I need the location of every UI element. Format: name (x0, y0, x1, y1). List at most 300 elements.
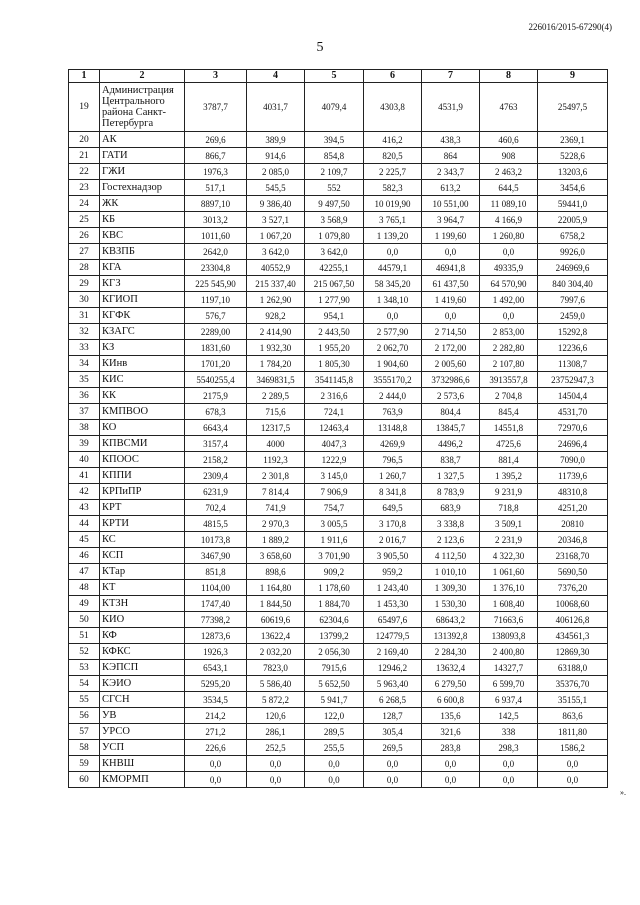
value-cell: 2459,0 (538, 308, 608, 324)
column-header: 3 (185, 70, 247, 83)
value-cell: 2175,9 (185, 388, 247, 404)
table-row (69, 404, 608, 420)
value-cell: 5 872,2 (247, 692, 305, 708)
value-cell: 838,7 (422, 452, 480, 468)
value-cell: 1 348,10 (364, 292, 422, 308)
row-number-cell: 20 (69, 132, 100, 148)
value-cell: 1 805,30 (305, 356, 364, 372)
value-cell: 2 169,40 (364, 644, 422, 660)
table-row (69, 324, 608, 340)
value-cell: 820,5 (364, 148, 422, 164)
agency-name-cell: УВ (100, 708, 185, 724)
value-cell: 12869,30 (538, 644, 608, 660)
table-row (69, 468, 608, 484)
row-number-cell: 37 (69, 404, 100, 420)
value-cell: 12873,6 (185, 628, 247, 644)
value-cell: 434561,3 (538, 628, 608, 644)
value-cell: 2 005,60 (422, 356, 480, 372)
value-cell: 0,0 (422, 772, 480, 788)
value-cell: 7090,0 (538, 452, 608, 468)
agency-name-cell: КМПВОО (100, 404, 185, 420)
table-row (69, 692, 608, 708)
row-number-cell: 56 (69, 708, 100, 724)
value-cell: 305,4 (364, 724, 422, 740)
agency-name-cell: КМОРМП (100, 772, 185, 788)
table-row (69, 388, 608, 404)
value-cell: 13622,4 (247, 628, 305, 644)
value-cell: 1 395,2 (480, 468, 538, 484)
value-cell: 11 089,10 (480, 196, 538, 212)
value-cell: 2 225,7 (364, 164, 422, 180)
value-cell: 4269,9 (364, 436, 422, 452)
value-cell: 864 (422, 148, 480, 164)
agency-name-cell: ЖК (100, 196, 185, 212)
value-cell: 2 414,90 (247, 324, 305, 340)
value-cell: 42255,1 (305, 260, 364, 276)
value-cell: 7376,20 (538, 580, 608, 596)
row-number-cell: 30 (69, 292, 100, 308)
value-cell: 14551,8 (480, 420, 538, 436)
row-number-cell: 35 (69, 372, 100, 388)
row-number-cell: 59 (69, 756, 100, 772)
value-cell: 438,3 (422, 132, 480, 148)
value-cell: 1 309,30 (422, 580, 480, 596)
value-cell: 8 341,8 (364, 484, 422, 500)
table-row (69, 276, 608, 292)
row-number-cell: 51 (69, 628, 100, 644)
table-row (69, 724, 608, 740)
row-number-cell: 50 (69, 612, 100, 628)
agency-name-cell: КТар (100, 564, 185, 580)
row-number-cell: 60 (69, 772, 100, 788)
agency-name-cell: КЗАГС (100, 324, 185, 340)
value-cell: 25497,5 (538, 83, 608, 132)
value-cell: 5228,6 (538, 148, 608, 164)
value-cell: 3013,2 (185, 212, 247, 228)
value-cell: 3 905,50 (364, 548, 422, 564)
value-cell: 131392,8 (422, 628, 480, 644)
value-cell: 61 437,50 (422, 276, 480, 292)
value-cell: 4000 (247, 436, 305, 452)
agency-name-cell: КРПиПР (100, 484, 185, 500)
value-cell: 3469831,5 (247, 372, 305, 388)
value-cell: 44579,1 (364, 260, 422, 276)
value-cell: 3157,4 (185, 436, 247, 452)
value-cell: 2 577,90 (364, 324, 422, 340)
value-cell: 741,9 (247, 500, 305, 516)
table-row (69, 500, 608, 516)
value-cell: 23304,8 (185, 260, 247, 276)
agency-name-cell: АК (100, 132, 185, 148)
page-number: 5 (316, 40, 324, 55)
value-cell: 128,7 (364, 708, 422, 724)
table-row (69, 708, 608, 724)
row-number-cell: 22 (69, 164, 100, 180)
value-cell: 10 019,90 (364, 196, 422, 212)
value-cell: 6758,2 (538, 228, 608, 244)
agency-name-cell: КТЗН (100, 596, 185, 612)
value-cell: 1 889,2 (247, 532, 305, 548)
value-cell: 804,4 (422, 404, 480, 420)
value-cell: 12946,2 (364, 660, 422, 676)
value-cell: 9 497,50 (305, 196, 364, 212)
value-cell: 2 062,70 (364, 340, 422, 356)
agency-name-cell: КВС (100, 228, 185, 244)
value-cell: 225 545,90 (185, 276, 247, 292)
value-cell: 754,7 (305, 500, 364, 516)
value-cell: 4815,5 (185, 516, 247, 532)
agency-name-cell: КПВСМИ (100, 436, 185, 452)
row-number-cell: 42 (69, 484, 100, 500)
value-cell: 9 231,9 (480, 484, 538, 500)
row-number-cell: 44 (69, 516, 100, 532)
value-cell: 2 714,50 (422, 324, 480, 340)
value-cell: 0,0 (422, 244, 480, 260)
agency-name-cell: КРТ (100, 500, 185, 516)
value-cell: 3 964,7 (422, 212, 480, 228)
value-cell: 1 784,20 (247, 356, 305, 372)
column-header: 9 (538, 70, 608, 83)
value-cell: 1 199,60 (422, 228, 480, 244)
value-cell: 613,2 (422, 180, 480, 196)
value-cell: 35155,1 (538, 692, 608, 708)
agency-name-cell: КЭИО (100, 676, 185, 692)
row-number-cell: 45 (69, 532, 100, 548)
value-cell: 13845,7 (422, 420, 480, 436)
value-cell: 1747,40 (185, 596, 247, 612)
value-cell: 0,0 (480, 244, 538, 260)
table-row (69, 516, 608, 532)
value-cell: 10068,60 (538, 596, 608, 612)
value-cell: 2369,1 (538, 132, 608, 148)
value-cell: 5 941,7 (305, 692, 364, 708)
value-cell: 4763 (480, 83, 538, 132)
table-row (69, 548, 608, 564)
value-cell: 2 085,0 (247, 164, 305, 180)
value-cell: 1 492,00 (480, 292, 538, 308)
value-cell: 338 (480, 724, 538, 740)
table-row (69, 596, 608, 612)
value-cell: 649,5 (364, 500, 422, 516)
value-cell: 8897,10 (185, 196, 247, 212)
value-cell: 1 376,10 (480, 580, 538, 596)
value-cell: 10 551,00 (422, 196, 480, 212)
value-cell: 2 231,9 (480, 532, 538, 548)
closing-quote-mark: ». (620, 788, 626, 797)
value-cell: 3 658,60 (247, 548, 305, 564)
table-row (69, 356, 608, 372)
value-cell: 1 079,80 (305, 228, 364, 244)
value-cell: 13632,4 (422, 660, 480, 676)
column-header: 4 (247, 70, 305, 83)
value-cell: 1192,3 (247, 452, 305, 468)
value-cell: 11739,6 (538, 468, 608, 484)
value-cell: 576,7 (185, 308, 247, 324)
agency-name-cell: Гостехнадзор (100, 180, 185, 196)
value-cell: 49335,9 (480, 260, 538, 276)
value-cell: 1 608,40 (480, 596, 538, 612)
agency-name-cell: КИО (100, 612, 185, 628)
value-cell: 3 568,9 (305, 212, 364, 228)
value-cell: 14504,4 (538, 388, 608, 404)
row-number-cell: 32 (69, 324, 100, 340)
value-cell: 60619,6 (247, 612, 305, 628)
value-cell: 6 600,8 (422, 692, 480, 708)
value-cell: 283,8 (422, 740, 480, 756)
table-row (69, 212, 608, 228)
value-cell: 3787,7 (185, 83, 247, 132)
value-cell: 2 316,6 (305, 388, 364, 404)
value-cell: 2 123,6 (422, 532, 480, 548)
value-cell: 1 178,60 (305, 580, 364, 596)
value-cell: 517,1 (185, 180, 247, 196)
value-cell: 1 904,60 (364, 356, 422, 372)
value-cell: 255,5 (305, 740, 364, 756)
value-cell: 3 642,0 (247, 244, 305, 260)
value-cell: 24696,4 (538, 436, 608, 452)
agency-name-cell: ГАТИ (100, 148, 185, 164)
row-number-cell: 46 (69, 548, 100, 564)
value-cell: 1 955,20 (305, 340, 364, 356)
value-cell: 1 530,30 (422, 596, 480, 612)
value-cell: 215 337,40 (247, 276, 305, 292)
value-cell: 65497,6 (364, 612, 422, 628)
value-cell: 6 279,50 (422, 676, 480, 692)
value-cell: 1 327,5 (422, 468, 480, 484)
value-cell: 1 260,7 (364, 468, 422, 484)
table-header-row (69, 70, 608, 83)
value-cell: 13203,6 (538, 164, 608, 180)
row-number-cell: 40 (69, 452, 100, 468)
value-cell: 1926,3 (185, 644, 247, 660)
table-row (69, 772, 608, 788)
value-cell: 5295,20 (185, 676, 247, 692)
table-row (69, 660, 608, 676)
value-cell: 2 109,7 (305, 164, 364, 180)
value-cell: 0,0 (480, 756, 538, 772)
value-cell: 20810 (538, 516, 608, 532)
value-cell: 908 (480, 148, 538, 164)
column-header: 1 (69, 70, 100, 83)
value-cell: 1 932,30 (247, 340, 305, 356)
value-cell: 23752947,3 (538, 372, 608, 388)
table-row (69, 340, 608, 356)
table-row (69, 628, 608, 644)
agency-name-cell: КО (100, 420, 185, 436)
row-number-cell: 19 (69, 83, 100, 132)
row-number-cell: 52 (69, 644, 100, 660)
agency-name-cell: ГЖИ (100, 164, 185, 180)
value-cell: 46941,8 (422, 260, 480, 276)
value-cell: 3 005,5 (305, 516, 364, 532)
agency-name-cell: КРТИ (100, 516, 185, 532)
value-cell: 8 783,9 (422, 484, 480, 500)
row-number-cell: 26 (69, 228, 100, 244)
value-cell: 4725,6 (480, 436, 538, 452)
value-cell: 252,5 (247, 740, 305, 756)
value-cell: 1586,2 (538, 740, 608, 756)
value-cell: 23168,70 (538, 548, 608, 564)
value-cell: 851,8 (185, 564, 247, 580)
value-cell: 12236,6 (538, 340, 608, 356)
value-cell: 3 642,0 (305, 244, 364, 260)
budget-table (68, 69, 608, 788)
agency-name-cell: УРСО (100, 724, 185, 740)
value-cell: 0,0 (247, 772, 305, 788)
agency-name-cell: Администрация Центрального района Санкт-Петербурга (100, 83, 185, 132)
value-cell: 4251,20 (538, 500, 608, 516)
value-cell: 959,2 (364, 564, 422, 580)
value-cell: 2 016,7 (364, 532, 422, 548)
agency-name-cell: КППИ (100, 468, 185, 484)
value-cell: 4531,70 (538, 404, 608, 420)
value-cell: 3 338,8 (422, 516, 480, 532)
value-cell: 406126,8 (538, 612, 608, 628)
value-cell: 3 701,90 (305, 548, 364, 564)
value-cell: 7915,6 (305, 660, 364, 676)
value-cell: 4031,7 (247, 83, 305, 132)
value-cell: 12463,4 (305, 420, 364, 436)
value-cell: 6 599,70 (480, 676, 538, 692)
row-number-cell: 33 (69, 340, 100, 356)
value-cell: 120,6 (247, 708, 305, 724)
value-cell: 10173,8 (185, 532, 247, 548)
value-cell: 1 453,30 (364, 596, 422, 612)
value-cell: 0,0 (364, 308, 422, 324)
table-row (69, 644, 608, 660)
agency-name-cell: КИнв (100, 356, 185, 372)
value-cell: 3 509,1 (480, 516, 538, 532)
table-row (69, 436, 608, 452)
value-cell: 3 145,0 (305, 468, 364, 484)
value-cell: 928,2 (247, 308, 305, 324)
value-cell: 63188,0 (538, 660, 608, 676)
table-row (69, 148, 608, 164)
value-cell: 77398,2 (185, 612, 247, 628)
row-number-cell: 38 (69, 420, 100, 436)
row-number-cell: 24 (69, 196, 100, 212)
value-cell: 724,1 (305, 404, 364, 420)
value-cell: 6231,9 (185, 484, 247, 500)
value-cell: 3534,5 (185, 692, 247, 708)
value-cell: 13148,8 (364, 420, 422, 436)
value-cell: 0,0 (538, 772, 608, 788)
value-cell: 1811,80 (538, 724, 608, 740)
value-cell: 718,8 (480, 500, 538, 516)
value-cell: 1 844,50 (247, 596, 305, 612)
value-cell: 644,5 (480, 180, 538, 196)
table-row (69, 372, 608, 388)
value-cell: 3732986,6 (422, 372, 480, 388)
value-cell: 954,1 (305, 308, 364, 324)
value-cell: 0,0 (185, 756, 247, 772)
value-cell: 1 061,60 (480, 564, 538, 580)
value-cell: 854,8 (305, 148, 364, 164)
value-cell: 135,6 (422, 708, 480, 724)
row-number-cell: 58 (69, 740, 100, 756)
value-cell: 4303,8 (364, 83, 422, 132)
value-cell: 1 419,60 (422, 292, 480, 308)
agency-name-cell: КБ (100, 212, 185, 228)
document-number: 226016/2015-67290(4) (528, 22, 612, 32)
table-row (69, 484, 608, 500)
value-cell: 5 652,50 (305, 676, 364, 692)
value-cell: 2 343,7 (422, 164, 480, 180)
value-cell: 4 112,50 (422, 548, 480, 564)
value-cell: 1104,00 (185, 580, 247, 596)
value-cell: 64 570,90 (480, 276, 538, 292)
row-number-cell: 57 (69, 724, 100, 740)
value-cell: 1831,60 (185, 340, 247, 356)
value-cell: 0,0 (422, 756, 480, 772)
value-cell: 286,1 (247, 724, 305, 740)
value-cell: 1011,60 (185, 228, 247, 244)
value-cell: 0,0 (364, 772, 422, 788)
value-cell: 298,3 (480, 740, 538, 756)
agency-name-cell: КС (100, 532, 185, 548)
value-cell: 269,6 (185, 132, 247, 148)
agency-name-cell: КФКС (100, 644, 185, 660)
row-number-cell: 47 (69, 564, 100, 580)
value-cell: 7 906,9 (305, 484, 364, 500)
value-cell: 881,4 (480, 452, 538, 468)
agency-name-cell: КПООС (100, 452, 185, 468)
table-row (69, 740, 608, 756)
value-cell: 5 586,40 (247, 676, 305, 692)
value-cell: 59441,0 (538, 196, 608, 212)
value-cell: 0,0 (480, 772, 538, 788)
value-cell: 3 765,1 (364, 212, 422, 228)
value-cell: 6543,1 (185, 660, 247, 676)
value-cell: 394,5 (305, 132, 364, 148)
value-cell: 321,6 (422, 724, 480, 740)
value-cell: 124779,5 (364, 628, 422, 644)
value-cell: 2309,4 (185, 468, 247, 484)
value-cell: 796,5 (364, 452, 422, 468)
row-number-cell: 39 (69, 436, 100, 452)
value-cell: 3555170,2 (364, 372, 422, 388)
value-cell: 1 067,20 (247, 228, 305, 244)
value-cell: 138093,8 (480, 628, 538, 644)
table-row (69, 564, 608, 580)
value-cell: 1701,20 (185, 356, 247, 372)
value-cell: 1 277,90 (305, 292, 364, 308)
value-cell: 552 (305, 180, 364, 196)
value-cell: 0,0 (480, 308, 538, 324)
value-cell: 1197,10 (185, 292, 247, 308)
value-cell: 0,0 (422, 308, 480, 324)
value-cell: 58 345,20 (364, 276, 422, 292)
value-cell: 840 304,40 (538, 276, 608, 292)
row-number-cell: 53 (69, 660, 100, 676)
value-cell: 389,9 (247, 132, 305, 148)
value-cell: 0,0 (305, 756, 364, 772)
value-cell: 2289,00 (185, 324, 247, 340)
value-cell: 1 139,20 (364, 228, 422, 244)
row-number-cell: 28 (69, 260, 100, 276)
row-number-cell: 54 (69, 676, 100, 692)
row-number-cell: 29 (69, 276, 100, 292)
agency-name-cell: КЗ (100, 340, 185, 356)
value-cell: 14327,7 (480, 660, 538, 676)
value-cell: 7997,6 (538, 292, 608, 308)
value-cell: 48310,8 (538, 484, 608, 500)
value-cell: 702,4 (185, 500, 247, 516)
value-cell: 2 853,00 (480, 324, 538, 340)
value-cell: 2 032,20 (247, 644, 305, 660)
value-cell: 2 704,8 (480, 388, 538, 404)
value-cell: 0,0 (247, 756, 305, 772)
